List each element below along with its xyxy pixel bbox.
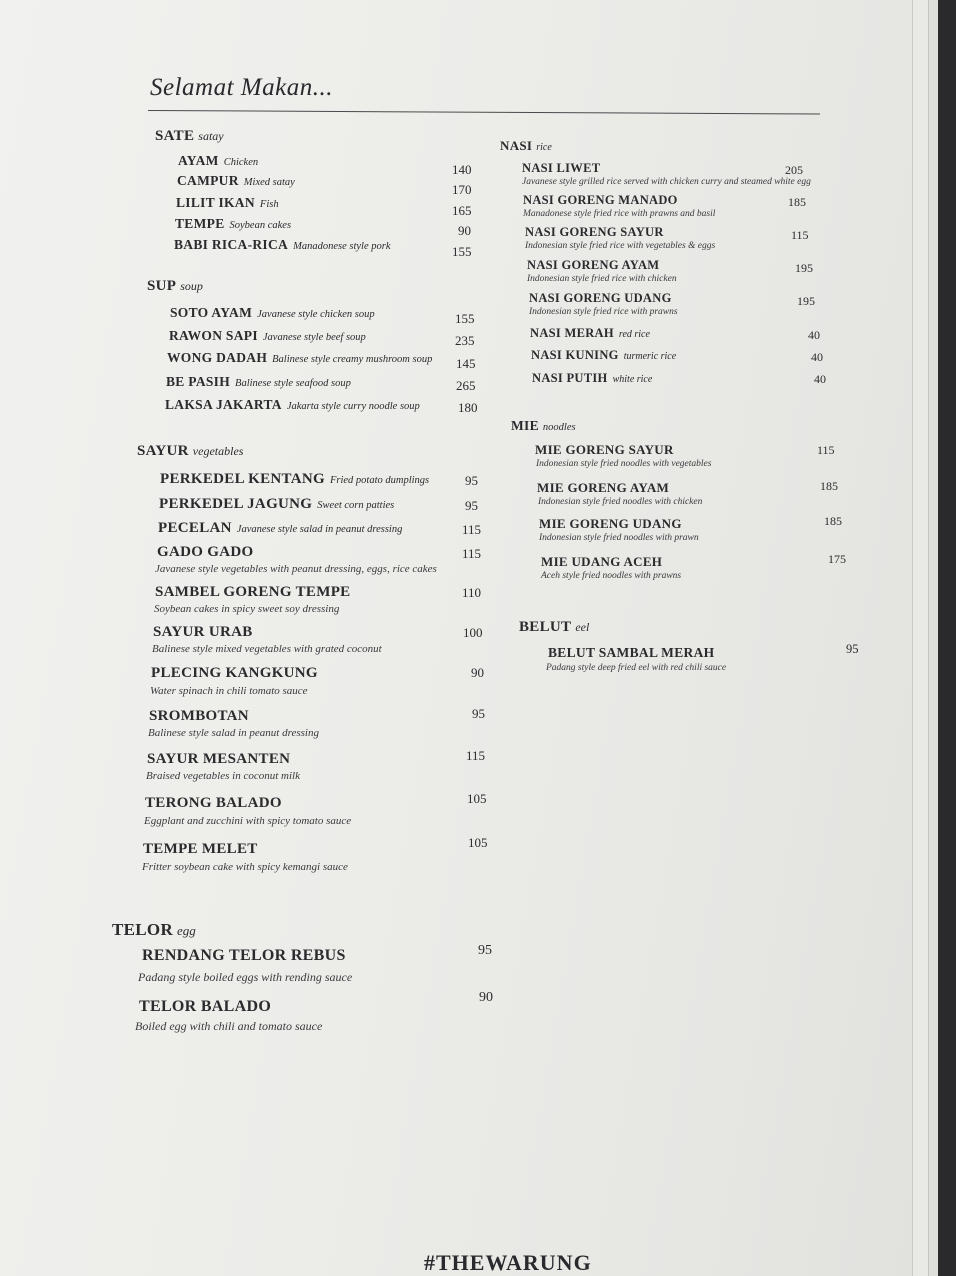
dish-en: Fish xyxy=(259,199,279,210)
dish-description: Indonesian style fried rice with chicken xyxy=(527,274,677,284)
dish-description: Padang style boiled eggs with rending sauce xyxy=(138,970,353,984)
dish-en: Javanese style salad in peanut dressing xyxy=(236,524,403,535)
section-en: noodles xyxy=(542,422,576,433)
section-name: SATE xyxy=(155,128,195,144)
dish-price: 185 xyxy=(788,195,806,209)
dish-price: 115 xyxy=(466,748,486,763)
section-telor xyxy=(112,920,196,940)
dish-label: TEMPE xyxy=(175,216,225,231)
section-name: SUP xyxy=(147,278,177,294)
dish-label: SOTO AYAM xyxy=(170,305,253,320)
dish-name xyxy=(165,397,420,413)
dish-name: NASI GORENG UDANG xyxy=(529,291,672,305)
menu-title: Selamat Makan... xyxy=(150,74,333,101)
dish-name xyxy=(176,195,279,211)
dish-name: BELUT SAMBAL MERAH xyxy=(548,645,715,660)
dish-price: 90 xyxy=(479,990,493,1005)
dish-price: 95 xyxy=(478,943,492,958)
dish-price: 175 xyxy=(828,552,846,566)
dish-en: Javanese style chicken soup xyxy=(257,309,375,320)
section-en: vegetables xyxy=(192,444,244,458)
dish-label: BE PASIH xyxy=(166,374,231,389)
dish-en: Jakarta style curry noodle soup xyxy=(286,401,420,412)
dish-name xyxy=(530,326,650,341)
dish-description: Indonesian style fried rice with vegetables & eggs xyxy=(525,241,716,251)
dish-name xyxy=(531,348,676,363)
dish-label: CAMPUR xyxy=(177,173,239,188)
dish-name: MIE GORENG SAYUR xyxy=(535,442,674,457)
dish-name: RENDANG TELOR REBUS xyxy=(142,947,346,964)
dish-price: 115 xyxy=(462,546,482,561)
section-name: NASI xyxy=(500,138,533,153)
dish-name: NASI GORENG MANADO xyxy=(523,193,678,207)
dish-label: PECELAN xyxy=(158,520,232,536)
dish-description: Water spinach in chili tomato sauce xyxy=(150,685,308,697)
dish-price: 115 xyxy=(791,228,809,242)
dish-price: 40 xyxy=(814,372,826,386)
dish-description: Indonesian style fried noodles with vegetables xyxy=(536,459,712,469)
dish-name: PLECING KANGKUNG xyxy=(151,665,318,681)
dish-price: 170 xyxy=(452,182,472,197)
dish-en: Mixed satay xyxy=(243,177,295,188)
section-nasi xyxy=(500,138,552,154)
dish-label: BABI RICA-RICA xyxy=(174,237,289,252)
page-edge xyxy=(912,0,929,1276)
dish-price: 165 xyxy=(452,203,472,218)
dish-label: RAWON SAPI xyxy=(169,328,258,343)
dish-name xyxy=(166,374,351,390)
dish-en: Soybean cakes xyxy=(229,220,292,231)
dish-name: SAMBEL GORENG TEMPE xyxy=(155,584,351,600)
dish-price: 180 xyxy=(458,400,478,415)
dish-description: Aceh style fried noodles with prawns xyxy=(541,571,682,581)
section-sate xyxy=(155,128,224,145)
dish-label: NASI KUNING xyxy=(531,348,619,362)
dish-en: Balinese style creamy mushroom soup xyxy=(272,354,433,365)
dish-name: MIE UDANG ACEH xyxy=(541,554,663,569)
dish-description: Boiled egg with chili and tomato sauce xyxy=(135,1019,323,1033)
dish-price: 155 xyxy=(455,311,475,326)
dish-description: Braised vegetables in coconut milk xyxy=(146,770,300,782)
dish-description: Javanese style vegetables with peanut dressing, eggs, rice cakes xyxy=(155,563,437,575)
dish-description: Indonesian style fried noodles with chicken xyxy=(538,497,703,507)
section-name: SAYUR xyxy=(137,443,189,459)
dish-name xyxy=(175,216,291,232)
section-en: satay xyxy=(198,129,224,143)
dish-price: 185 xyxy=(824,514,842,528)
section-mie xyxy=(511,418,576,434)
dish-price: 185 xyxy=(820,479,838,493)
dish-label: WONG DADAH xyxy=(167,350,268,365)
dish-name: TELOR BALADO xyxy=(139,998,272,1015)
section-en: rice xyxy=(536,142,552,153)
dish-description: Balinese style salad in peanut dressing xyxy=(148,727,319,739)
dish-price: 95 xyxy=(846,642,859,656)
dish-price: 115 xyxy=(817,443,835,457)
footer-hashtag: #THEWARUNG xyxy=(424,1250,592,1275)
dish-en: Manadonese style pork xyxy=(293,241,391,252)
dish-en: Javanese style beef soup xyxy=(262,332,366,343)
dish-name: SAYUR MESANTEN xyxy=(147,751,291,767)
dish-price: 95 xyxy=(472,706,485,721)
dish-price: 90 xyxy=(471,665,484,680)
dish-price: 140 xyxy=(452,162,472,177)
dish-description: Soybean cakes in spicy sweet soy dressing xyxy=(154,603,340,615)
dish-description: Javanese style grilled rice served with chicken curry and steamed white egg xyxy=(522,177,811,187)
dish-name xyxy=(170,305,375,321)
dish-price: 155 xyxy=(452,244,472,259)
dish-description: Padang style deep fried eel with red chili sauce xyxy=(546,663,727,673)
section-en: soup xyxy=(180,279,203,293)
dish-description: Indonesian style fried noodles with prawn xyxy=(539,533,699,543)
binder-edge xyxy=(938,0,956,1276)
section-belut xyxy=(519,619,589,636)
dish-price: 195 xyxy=(795,261,813,275)
dish-name xyxy=(160,471,429,488)
dish-name: SAYUR URAB xyxy=(153,624,253,640)
dish-en: Balinese style seafood soup xyxy=(235,378,351,389)
dish-price: 40 xyxy=(811,350,823,364)
dish-name xyxy=(532,371,652,386)
section-name: MIE xyxy=(511,418,539,433)
dish-price: 40 xyxy=(808,328,820,342)
dish-price: 115 xyxy=(462,522,482,537)
dish-en: Fried potato dumplings xyxy=(329,475,430,486)
dish-description: Eggplant and zucchini with spicy tomato sauce xyxy=(144,815,352,827)
dish-en: turmeric rice xyxy=(623,351,677,362)
dish-price: 145 xyxy=(456,356,476,371)
dish-name: MIE GORENG UDANG xyxy=(539,516,682,531)
dish-name: NASI GORENG SAYUR xyxy=(525,225,664,239)
dish-en: Chicken xyxy=(223,157,259,168)
dish-name xyxy=(174,237,391,253)
dish-label: NASI MERAH xyxy=(530,326,614,340)
dish-en: Sweet corn patties xyxy=(317,500,395,511)
dish-name: NASI LIWET xyxy=(522,161,601,175)
dish-label: LAKSA JAKARTA xyxy=(165,397,282,412)
dish-name xyxy=(158,520,402,537)
section-sayur xyxy=(137,443,243,460)
dish-name: TERONG BALADO xyxy=(145,795,282,811)
dish-description: Manadonese style fried rice with prawns and basil xyxy=(523,209,716,219)
dish-name xyxy=(169,328,366,344)
dish-en: red rice xyxy=(618,329,650,340)
dish-label: AYAM xyxy=(178,153,219,168)
section-en: egg xyxy=(177,923,196,938)
dish-name xyxy=(178,153,258,169)
dish-description: Indonesian style fried rice with prawns xyxy=(529,307,678,317)
dish-description: Fritter soybean cake with spicy kemangi sauce xyxy=(142,861,348,873)
section-name: TELOR xyxy=(112,920,174,939)
dish-name xyxy=(167,350,432,366)
dish-label: LILIT IKAN xyxy=(176,195,255,210)
dish-name xyxy=(159,496,394,513)
dish-label: PERKEDEL KENTANG xyxy=(160,471,325,487)
dish-price: 95 xyxy=(465,473,478,488)
dish-price: 265 xyxy=(456,378,476,393)
dish-price: 105 xyxy=(467,791,487,806)
section-sup xyxy=(147,278,203,295)
dish-en: white rice xyxy=(612,374,653,385)
dish-price: 105 xyxy=(468,835,488,850)
dish-description: Balinese style mixed vegetables with grated coconut xyxy=(152,643,382,655)
dish-price: 100 xyxy=(463,625,483,640)
dish-name: NASI GORENG AYAM xyxy=(527,258,660,272)
section-name: BELUT xyxy=(519,619,572,635)
dish-price: 95 xyxy=(465,498,478,513)
dish-price: 205 xyxy=(785,163,803,177)
dish-name: TEMPE MELET xyxy=(143,841,258,857)
dish-name: SROMBOTAN xyxy=(149,708,249,724)
dish-label: PERKEDEL JAGUNG xyxy=(159,496,313,512)
dish-price: 110 xyxy=(462,585,482,600)
dish-label: NASI PUTIH xyxy=(532,371,608,385)
dish-name: GADO GADO xyxy=(157,544,254,560)
dish-price: 235 xyxy=(455,333,475,348)
dish-price: 90 xyxy=(458,223,471,238)
section-en: eel xyxy=(575,620,590,634)
dish-name xyxy=(177,173,295,189)
dish-name: MIE GORENG AYAM xyxy=(537,480,670,495)
dish-price: 195 xyxy=(797,294,815,308)
